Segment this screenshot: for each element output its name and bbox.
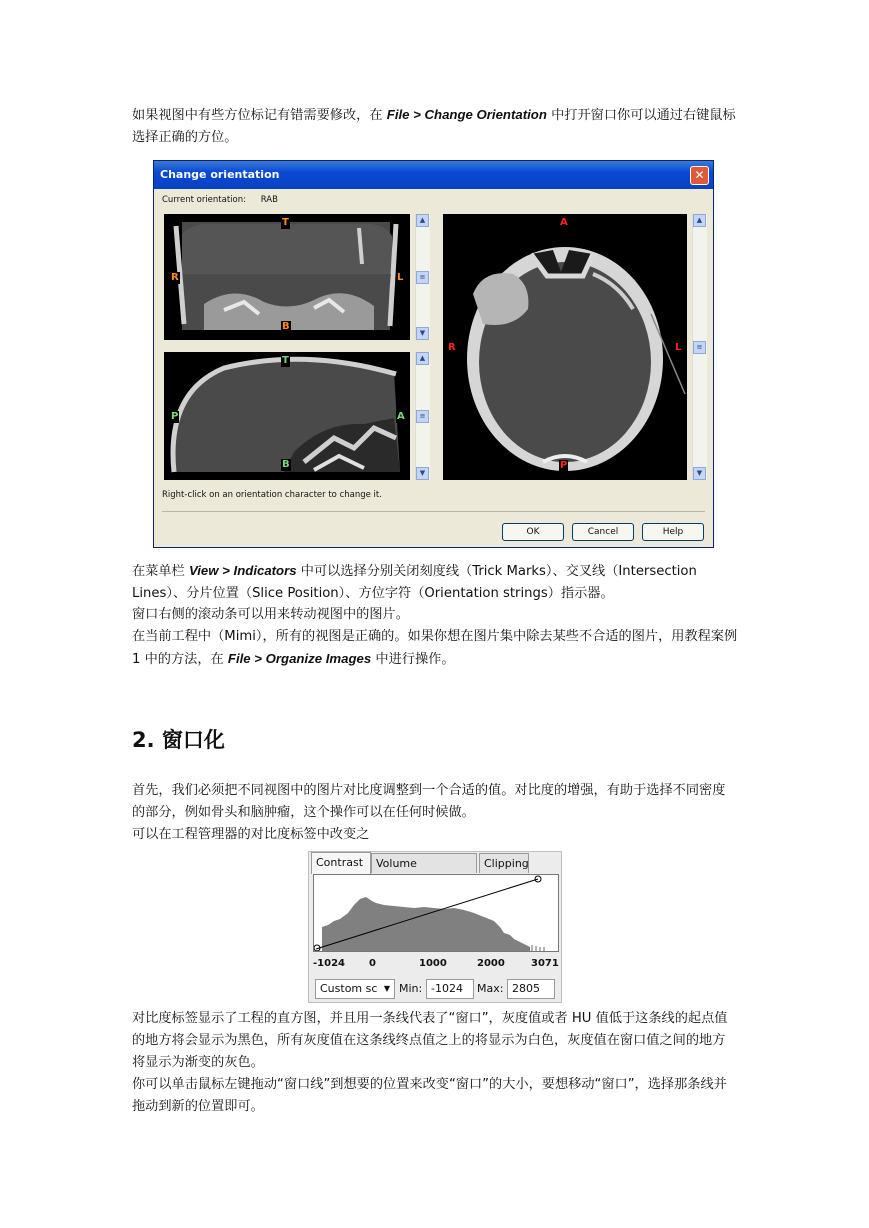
current-orientation-label: Current orientation:	[162, 195, 246, 205]
paragraph-drag-window: 你可以单击鼠标左键拖动“窗口线”到想要的位置来改变“窗口”的大小，要想移动“窗口”，选择那条线并拖动到新的位置即可。	[132, 1077, 727, 1114]
tick-label: 2000	[477, 958, 505, 969]
max-input[interactable]: 2805	[507, 979, 555, 999]
scroll-down-icon[interactable]: ▼	[416, 467, 429, 480]
orientation-label-left[interactable]: P	[171, 411, 179, 422]
dialog-titlebar	[154, 161, 713, 189]
dialog-title: Change orientation	[160, 168, 280, 181]
paragraph-contrast-intro: 首先，我们必须把不同视图中的图片对比度调整到一个合适的值。对比度的增强，有助于选择不同密度的部分，例如骨头和脑肿瘤，这个操作可以在任何时候做。	[132, 783, 726, 820]
orientation-label-left[interactable]: R	[171, 272, 179, 283]
preset-select[interactable]	[315, 979, 395, 999]
axial-image	[443, 214, 687, 480]
change-orientation-dialog	[153, 160, 714, 548]
separator	[162, 511, 705, 512]
sagittal-view[interactable]	[164, 352, 410, 480]
orientation-label-top[interactable]: A	[560, 217, 568, 228]
orientation-label-right[interactable]: A	[397, 411, 405, 422]
paragraph-contrast-tab: 可以在工程管理器的对比度标签中改变之	[132, 827, 370, 842]
current-orientation	[162, 195, 278, 205]
tick-label: 1000	[419, 958, 447, 969]
paragraph-change-orientation	[132, 104, 738, 149]
ok-button[interactable]: OK	[502, 523, 564, 541]
tick-label: 3071	[531, 958, 559, 969]
paragraph-histogram: 对比度标签显示了工程的直方图，并且用一条线代表了“窗口”，灰度值或者 HU 值低于这条线的起点值的地方将会显示为黑色，所有灰度值在这条线终点值之上的将显示为白色，灰度值在窗口值之间的地方将显示为渐变的灰色。	[132, 1011, 728, 1070]
tab-volume-rendering[interactable]: Volume	[371, 853, 477, 873]
text: 中打开窗口你可以通过右键鼠标选择正确的方位。	[132, 108, 736, 145]
paragraph-organize	[132, 626, 738, 671]
contrast-panel	[308, 851, 562, 1003]
axial-view[interactable]	[443, 214, 687, 480]
scroll-thumb[interactable]: ≡	[693, 341, 706, 354]
menu-path: View > Indicators	[188, 563, 297, 578]
paragraph-scrollbar: 窗口右侧的滚动条可以用来转动视图中的图片。	[132, 607, 409, 622]
chevron-down-icon: ▼	[383, 984, 390, 993]
menu-path: File > Change Orientation	[386, 107, 547, 122]
orientation-label-left[interactable]: R	[448, 342, 456, 353]
orientation-label-top[interactable]: T	[282, 217, 289, 228]
orientation-label-right[interactable]: L	[397, 272, 404, 283]
scroll-thumb[interactable]: ≡	[416, 410, 429, 423]
text: 如果视图中有些方位标记有错需要修改，在	[132, 108, 387, 123]
text: 在当前工程中（Mimi），所有的视图是正确的。如果你想在图片集中除去某些不合适的图片，用教程案例 1 中的方法，在	[132, 629, 738, 667]
scroll-up-icon[interactable]: ▲	[416, 352, 429, 365]
tab-contrast[interactable]: Contrast	[311, 852, 371, 874]
coronal-view[interactable]	[164, 214, 410, 340]
histogram-chart	[314, 875, 558, 951]
current-orientation-value: RAB	[260, 195, 278, 205]
orientation-label-bottom[interactable]: B	[282, 459, 290, 470]
help-button[interactable]: Help	[642, 523, 704, 541]
tick-label: 0	[369, 958, 376, 969]
cancel-button[interactable]: Cancel	[572, 523, 634, 541]
axial-scrollbar[interactable]	[692, 214, 707, 480]
tick-label: -1024	[313, 958, 345, 969]
orientation-label-top[interactable]: T	[282, 355, 289, 366]
orientation-label-bottom[interactable]: P	[560, 460, 568, 471]
scroll-up-icon[interactable]: ▲	[693, 214, 706, 227]
dialog-hint: Right-click on an orientation character to change it.	[162, 490, 382, 500]
histogram[interactable]	[313, 874, 559, 952]
orientation-label-right[interactable]: L	[675, 342, 682, 353]
close-icon[interactable]: ✕	[690, 166, 709, 185]
min-input[interactable]: -1024	[426, 979, 474, 999]
text: 在菜单栏	[132, 564, 189, 579]
scroll-up-icon[interactable]: ▲	[416, 214, 429, 227]
coronal-scrollbar[interactable]	[415, 214, 430, 340]
min-label: Min:	[399, 982, 423, 995]
text: 中可以选择分别关闭刻度线（Trick Marks）、交叉线（Intersection Lines）、分片位置（Slice Position）、方位字符（Orientation strings）指示器。	[132, 564, 697, 601]
scroll-thumb[interactable]: ≡	[416, 271, 429, 284]
section-heading: 2. 窗口化	[132, 728, 225, 752]
tab-clipping[interactable]: Clipping	[479, 853, 529, 873]
text: 中进行操作。	[371, 652, 455, 667]
scroll-down-icon[interactable]: ▼	[693, 467, 706, 480]
scroll-down-icon[interactable]: ▼	[416, 327, 429, 340]
preset-value: Custom sc	[320, 982, 378, 995]
max-label: Max:	[477, 982, 504, 995]
menu-path: File > Organize Images	[227, 651, 372, 666]
orientation-label-bottom[interactable]: B	[282, 321, 290, 332]
sagittal-scrollbar[interactable]	[415, 352, 430, 480]
paragraph-indicators	[132, 560, 738, 605]
